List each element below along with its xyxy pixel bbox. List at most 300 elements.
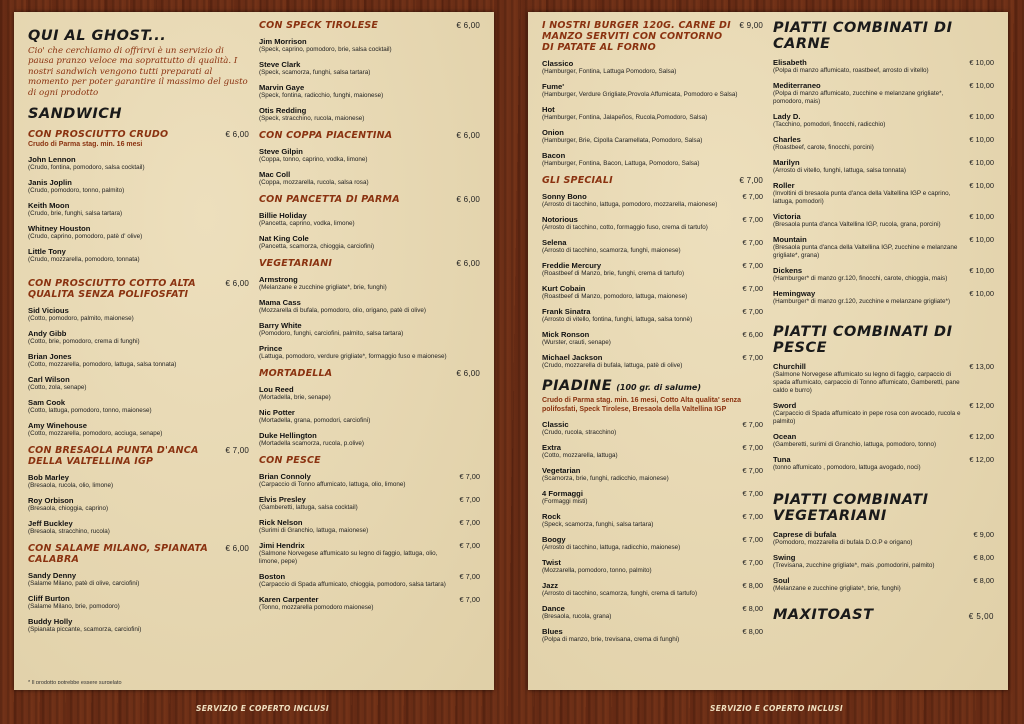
menu-item xyxy=(542,558,763,575)
section-heading xyxy=(28,106,249,122)
left-column-1 xyxy=(28,20,249,684)
category-heading xyxy=(28,129,249,140)
menu-item-text xyxy=(28,247,140,264)
menu-item-text xyxy=(28,201,122,218)
category-price: € 6,00 xyxy=(456,369,480,378)
menu-item-ingredients: (Trevisana, zucchine grigliate*, mais ,pomodorini, palmito) xyxy=(773,562,935,569)
menu-item-ingredients: (Spianata piccante, scamorza, carciofini) xyxy=(28,626,142,634)
menu-item xyxy=(259,234,480,251)
menu-item xyxy=(259,495,480,512)
menu-item-name: Sonny Bono xyxy=(542,192,587,201)
menu-item-name: Nat King Cole xyxy=(259,234,309,243)
menu-item-price: € 12,00 xyxy=(969,401,994,410)
category-heading xyxy=(259,258,480,269)
menu-item xyxy=(28,617,249,634)
menu-item-text xyxy=(542,558,652,575)
menu-item-name: Mountain xyxy=(773,235,807,244)
menu-item xyxy=(259,385,480,402)
menu-item-text xyxy=(773,112,885,129)
menu-item-text xyxy=(259,518,368,535)
menu-item-name: Karen Carpenter xyxy=(259,595,319,604)
menu-item-ingredients: (Crudo, fontina, pomodoro, salsa cocktail) xyxy=(28,164,145,172)
menu-item-price: € 7,00 xyxy=(742,420,763,429)
menu-item xyxy=(542,604,763,621)
menu-item-text xyxy=(259,275,387,292)
menu-item-name: Bob Marley xyxy=(28,473,69,483)
menu-item-price: € 13,00 xyxy=(969,362,994,371)
menu-item xyxy=(773,576,994,593)
menu-item-text xyxy=(28,224,142,241)
menu-item-name: Billie Holiday xyxy=(259,211,307,220)
menu-item-name: Andy Gibb xyxy=(28,329,67,339)
menu-item-text xyxy=(773,81,965,106)
menu-item-text xyxy=(773,432,936,449)
menu-item xyxy=(259,472,480,489)
menu-item-ingredients: (Pomodoro, mozzarella di bufala D.O.P e origano) xyxy=(773,539,913,546)
menu-item-price: € 7,00 xyxy=(459,595,480,604)
menu-item-text xyxy=(542,330,611,347)
menu-item xyxy=(542,284,763,301)
category-title: CON SALAME MILANO, SPIANATA CALABRA xyxy=(28,543,208,566)
menu-item-name: Lou Reed xyxy=(259,385,294,394)
menu-item-name: Bacon xyxy=(542,151,566,160)
menu-item-name: John Lennon xyxy=(28,155,76,165)
menu-item xyxy=(542,466,763,483)
menu-item-price: € 10,00 xyxy=(969,289,994,298)
menu-item-ingredients: (Scamorza, brie, funghi, radicchio, maionese) xyxy=(542,475,669,482)
category-price: € 7,00 xyxy=(739,176,763,185)
menu-item-name: Notorious xyxy=(542,215,578,224)
menu-item-name: Mac Coll xyxy=(259,170,291,179)
section-note: Crudo di Parma stag. min. 16 mesi xyxy=(28,141,143,149)
menu-item-name: Swing xyxy=(773,553,796,562)
menu-item-ingredients: (Arrosto di vitello, fontina, funghi, lattuga, salsa tonnè) xyxy=(542,316,693,323)
menu-item-text xyxy=(542,535,680,552)
menu-item-ingredients: (Bresaola punta d'anca Valtellina IGP, rucola, grana, porcini) xyxy=(773,221,941,228)
menu-item-name: Hot xyxy=(542,105,555,114)
menu-item xyxy=(773,530,994,547)
menu-item-ingredients: (Mortadella scamorza, rucola, p.olive) xyxy=(259,440,364,447)
menu-item-ingredients: (Tonno, mozzarella pomodoro maionese) xyxy=(259,604,374,611)
menu-item-ingredients: (Roastbeef di Manzo, pomodoro, lattuga, maionese) xyxy=(542,293,688,300)
category-price: € 6,00 xyxy=(456,131,480,140)
footnote: * Il prodotto potrebbe essere surgelato xyxy=(28,680,122,684)
menu-item xyxy=(28,201,249,218)
menu-item-name: Classico xyxy=(542,59,574,68)
menu-item xyxy=(542,261,763,278)
section-heading-text: PIADINE xyxy=(542,378,613,394)
menu-item xyxy=(259,211,480,228)
menu-item-text xyxy=(542,105,707,122)
menu-item-ingredients: (Pancetta, scamorza, chioggia, carciofini) xyxy=(259,243,375,250)
menu-item-text xyxy=(542,466,669,483)
menu-item-price: € 7,00 xyxy=(742,535,763,544)
menu-item-text xyxy=(542,420,616,437)
menu-item-ingredients: (Coppa, mozzarella, rucola, salsa rosa) xyxy=(259,179,369,186)
category-title: GLI SPECIALI xyxy=(542,175,613,186)
menu-item xyxy=(28,594,249,611)
menu-item-ingredients: (Polpa di manzo, brie, trevisana, crema di funghi) xyxy=(542,636,680,643)
menu-item-text xyxy=(773,181,965,206)
menu-item-price: € 7,00 xyxy=(459,572,480,581)
menu-item-ingredients: (Polpa di manzo affumicato, roastbeef, arrosto di vitello) xyxy=(773,67,929,74)
menu-item-name: Elisabeth xyxy=(773,58,807,67)
menu-item-name: Fume' xyxy=(542,82,565,91)
menu-item-ingredients: (Crudo, pomodoro, tonno, palmito) xyxy=(28,187,125,195)
menu-item xyxy=(259,60,480,77)
menu-item-price: € 10,00 xyxy=(969,212,994,221)
menu-item-text xyxy=(542,284,687,301)
menu-item xyxy=(28,375,249,392)
menu-item xyxy=(259,541,480,566)
category-price: € 6,00 xyxy=(456,21,480,30)
menu-item-text xyxy=(259,321,403,338)
menu-item-text xyxy=(259,60,370,77)
section-heading-text: QUI AL GHOST... xyxy=(28,28,167,44)
menu-item-ingredients: (Hamburger* di manzo gr.120, zucchine e melanzane grigliate*) xyxy=(773,298,951,305)
menu-item-price: € 10,00 xyxy=(969,266,994,275)
menu-item-text xyxy=(773,235,965,260)
menu-item-price: € 12,00 xyxy=(969,432,994,441)
menu-item-price: € 7,00 xyxy=(742,215,763,224)
menu-item xyxy=(259,298,480,315)
menu-item-text xyxy=(542,604,611,621)
menu-item xyxy=(259,408,480,425)
section-heading-text: MAXITOAST xyxy=(773,607,874,623)
menu-item-name: Otis Redding xyxy=(259,106,307,115)
menu-item-price: € 7,00 xyxy=(742,307,763,316)
menu-item-ingredients: (Carpaccio di Spada affumicato, chioggia, pomodoro, salsa tartara) xyxy=(259,581,446,588)
menu-item-name: Janis Joplin xyxy=(28,178,72,188)
menu-item xyxy=(259,170,480,187)
menu-item-ingredients: (Hamburger, Fontina, Bacon, Lattuga, Pomodoro, Salsa) xyxy=(542,160,700,167)
menu-item-text xyxy=(259,170,369,187)
menu-item-name: Nic Potter xyxy=(259,408,295,417)
menu-item-name: Jimi Hendrix xyxy=(259,541,305,550)
menu-item xyxy=(773,455,994,472)
menu-item-price: € 10,00 xyxy=(969,81,994,90)
menu-item-text xyxy=(542,192,717,209)
menu-item-name: Cliff Burton xyxy=(28,594,70,604)
menu-item xyxy=(28,155,249,172)
menu-item-ingredients: (Surimi di Granchio, lattuga, maionese) xyxy=(259,527,369,534)
menu-item-text xyxy=(28,594,120,611)
category-heading xyxy=(542,175,763,186)
menu-item xyxy=(773,362,994,395)
menu-item-name: Soul xyxy=(773,576,790,585)
menu-item xyxy=(28,519,249,536)
section-heading xyxy=(773,20,994,52)
menu-item-price: € 10,00 xyxy=(969,135,994,144)
menu-item-price: € 8,00 xyxy=(742,604,763,613)
menu-item-ingredients: (Arrosto di tacchino, cotto, formaggio fuso, crema di tartufo) xyxy=(542,224,708,231)
menu-item-ingredients: (Roastbeef di Manzo, brie, funghi, crema di tartufo) xyxy=(542,270,685,277)
menu-item xyxy=(773,181,994,206)
category-title: MORTADELLA xyxy=(259,368,333,379)
menu-item-text xyxy=(773,530,913,547)
menu-item-name: Sandy Denny xyxy=(28,571,77,581)
left-column-2 xyxy=(259,20,480,684)
menu-item-name: Onion xyxy=(542,128,564,137)
section-heading-text: PIATTI COMBINATI DI PESCE xyxy=(773,324,953,356)
menu-item-name: Frank Sinatra xyxy=(542,307,591,316)
menu-item-name: Brian Connoly xyxy=(259,472,311,481)
menu-item-text xyxy=(773,455,921,472)
menu-item xyxy=(542,82,763,99)
category-title: CON PESCE xyxy=(259,455,321,466)
menu-item-ingredients: (Bresaola, rucola, grana) xyxy=(542,613,612,620)
menu-item xyxy=(773,158,994,175)
menu-item-ingredients: (Arrosto di tacchino, scamorza, funghi, maionese) xyxy=(542,247,681,254)
menu-item xyxy=(542,489,763,506)
menu-item-ingredients: (Hamburger, Fontina, Jalapeños, Rucola,Pomodoro, Salsa) xyxy=(542,114,708,121)
menu-item xyxy=(28,306,249,323)
category-heading xyxy=(28,543,249,565)
menu-item-price: € 7,00 xyxy=(742,192,763,201)
menu-item-name: Rock xyxy=(542,512,561,521)
menu-item-name: Jazz xyxy=(542,581,559,590)
menu-item xyxy=(542,105,763,122)
menu-item-price: € 10,00 xyxy=(969,158,994,167)
menu-item xyxy=(28,398,249,415)
menu-item-ingredients: (Tacchino, pomodori, finocchi, radicchio) xyxy=(773,121,886,128)
menu-item-name: Extra xyxy=(542,443,561,452)
menu-item-text xyxy=(259,541,455,566)
menu-item-text xyxy=(28,496,108,513)
menu-item-ingredients: (Melanzane e zucchine grigliate*, brie, funghi) xyxy=(259,284,387,291)
menu-item xyxy=(542,627,763,644)
menu-item-text xyxy=(28,421,162,438)
menu-item xyxy=(773,58,994,75)
menu-item-ingredients: (Salmone Norvegese affumicato su legno di faggio, carpaccio di spada affumicato, carpaccio di Tonno affumicato, Gamberetti, pane caldo e burro) xyxy=(773,371,960,394)
menu-item-text xyxy=(542,151,700,168)
menu-item-name: Churchill xyxy=(773,362,806,371)
menu-item xyxy=(28,247,249,264)
menu-item-text xyxy=(28,398,152,415)
menu-item-name: Sam Cook xyxy=(28,398,66,408)
right-column-1 xyxy=(542,20,763,684)
menu-item-ingredients: (Cotto, brie, pomodoro, crema di funghi) xyxy=(28,338,140,346)
menu-item-price: € 7,00 xyxy=(742,466,763,475)
menu-item-text xyxy=(28,329,140,346)
menu-item-ingredients: (Cotto, mozzarella, pomodoro, acciuga, senape) xyxy=(28,430,163,438)
menu-item-text xyxy=(28,617,141,634)
category-price: € 9,00 xyxy=(739,21,763,30)
menu-item-ingredients: (Gamberetti, surimi di Granchio, lattuga, pomodoro, tonno) xyxy=(773,441,937,448)
menu-item-name: Prince xyxy=(259,344,283,353)
menu-item-price: € 8,00 xyxy=(742,581,763,590)
menu-page-right xyxy=(528,12,1008,690)
menu-item-text xyxy=(773,401,965,426)
menu-item-ingredients: (Arrosto di vitello, funghi, lattuga, salsa tonnata) xyxy=(773,167,907,174)
menu-item-ingredients: (Carpaccio di Spada affumicato in pepe rosa con avocado, rucola e palmito) xyxy=(773,410,961,425)
menu-item-text xyxy=(28,178,124,195)
menu-item-name: Sid Vicious xyxy=(28,306,69,316)
menu-item-price: € 12,00 xyxy=(969,455,994,464)
menu-item-name: Hemingway xyxy=(773,289,816,298)
menu-item-text xyxy=(542,581,697,598)
menu-item xyxy=(542,215,763,232)
menu-item-price: € 10,00 xyxy=(969,235,994,244)
category-heading xyxy=(28,278,249,300)
section-heading-text: SANDWICH xyxy=(28,106,123,123)
menu-item-text xyxy=(542,489,587,506)
menu-item-ingredients: (Roastbeef, carote, finocchi, porcini) xyxy=(773,144,874,151)
menu-item xyxy=(542,151,763,168)
menu-item-name: Keith Moon xyxy=(28,201,70,211)
section-note: Crudo di Parma stag. min. 16 mesi, Cotto Alta qualita' senza polifosfati, Speck Tirolese, Bresaola della Valtellina IGP xyxy=(542,397,742,413)
menu-item-text xyxy=(773,135,874,152)
menu-item-ingredients: (Salame Milano, patè di olive, carciofini) xyxy=(28,580,140,588)
menu-item-name: Victoria xyxy=(773,212,801,221)
menu-item-ingredients: (Gamberetti, lattuga, salsa cocktail) xyxy=(259,504,358,511)
menu-item xyxy=(773,112,994,129)
menu-item xyxy=(259,147,480,164)
menu-item-text xyxy=(542,353,682,370)
category-title: CON PROSCIUTTO COTTO ALTA QUALITA SENZA POLIFOSFATI xyxy=(28,278,196,301)
menu-item-ingredients: (Lattuga, pomodoro, verdure grigliate*, formaggio fuso e maionese) xyxy=(259,353,447,360)
menu-item-text xyxy=(28,306,134,323)
menu-item xyxy=(773,401,994,426)
menu-item-text xyxy=(773,553,934,570)
menu-item-name: Brian Jones xyxy=(28,352,72,362)
menu-item xyxy=(542,59,763,76)
category-price: € 6,00 xyxy=(225,544,249,554)
menu-item-price: € 7,00 xyxy=(459,472,480,481)
menu-item-price: € 7,00 xyxy=(742,443,763,452)
menu-item-price: € 9,00 xyxy=(973,530,994,539)
section-heading xyxy=(773,607,994,625)
menu-item-text xyxy=(542,59,676,76)
category-heading xyxy=(542,20,763,53)
menu-item xyxy=(259,518,480,535)
menu-item-ingredients: (Mozzarella di bufala, pomodoro, olio, origano, patè di olive) xyxy=(259,307,426,314)
menu-item-name: Duke Hellington xyxy=(259,431,317,440)
menu-item-text xyxy=(259,495,358,512)
menu-item-text xyxy=(542,238,681,255)
menu-item-name: Roller xyxy=(773,181,795,190)
right-column-2 xyxy=(773,20,994,684)
menu-item-text xyxy=(259,344,447,361)
menu-item-name: Blues xyxy=(542,627,563,636)
menu-item-text xyxy=(28,571,139,588)
menu-item-name: Rick Nelson xyxy=(259,518,303,527)
menu-item xyxy=(28,421,249,438)
menu-item-text xyxy=(773,576,901,593)
menu-item xyxy=(773,432,994,449)
menu-item-text xyxy=(259,431,364,448)
menu-item xyxy=(773,135,994,152)
menu-page-left xyxy=(14,12,494,690)
menu-item-text xyxy=(259,408,370,425)
section-heading xyxy=(773,324,994,356)
menu-item-name: Buddy Holly xyxy=(28,617,73,627)
menu-item-text xyxy=(773,158,906,175)
menu-item-ingredients: (Speck, scamorza, funghi, salsa tartara) xyxy=(542,521,654,528)
menu-item-ingredients: (Bresaola, rucola, olio, limone) xyxy=(28,482,114,490)
menu-item-name: Kurt Cobain xyxy=(542,284,586,293)
menu-item-price: € 8,00 xyxy=(973,576,994,585)
category-title: VEGETARIANI xyxy=(259,258,333,269)
menu-item xyxy=(542,443,763,460)
menu-item-price: € 7,00 xyxy=(742,238,763,247)
menu-item-name: Marvin Gaye xyxy=(259,83,305,92)
menu-item-ingredients: (Cotto, pomodoro, palmito, maionese) xyxy=(28,315,134,323)
category-title: CON COPPA PIACENTINA xyxy=(259,130,393,141)
menu-item-name: Whitney Houston xyxy=(28,224,91,234)
section-heading xyxy=(773,492,994,524)
menu-item-ingredients: (Bresaola, stracchino, rucola) xyxy=(28,528,110,536)
menu-item-text xyxy=(259,234,374,251)
menu-item xyxy=(28,473,249,490)
menu-item-name: Charles xyxy=(773,135,801,144)
category-price: € 6,00 xyxy=(456,195,480,204)
menu-item-name: Jeff Buckley xyxy=(28,519,73,529)
section-heading-text: PIATTI COMBINATI DI CARNE xyxy=(773,20,953,52)
category-heading xyxy=(259,130,480,141)
menu-item-ingredients: (Cotto, lattuga, pomodoro, tonno, maionese) xyxy=(28,407,152,415)
menu-item-ingredients: (Hamburger* di manzo gr.120, finocchi, carote, chioggia, mais) xyxy=(773,275,948,282)
category-title: I NOSTRI BURGER 120G. CARNE DI MANZO SERVITI CON CONTORNO DI PATATE AL FORNO xyxy=(542,20,731,53)
menu-item-price: € 7,00 xyxy=(742,284,763,293)
menu-item-text xyxy=(259,595,373,612)
menu-item-name: Caprese di bufala xyxy=(773,530,837,539)
menu-item xyxy=(259,275,480,292)
menu-item-ingredients: (Hamburger, Verdure Grigliate,Provola Affumicata, Pomodoro e Salsa) xyxy=(542,91,738,98)
category-heading xyxy=(259,20,480,31)
menu-item-price: € 10,00 xyxy=(969,181,994,190)
menu-item xyxy=(542,512,763,529)
menu-item-ingredients: (Carpaccio di Tonno affumicato, lattuga, olio, limone) xyxy=(259,481,406,488)
menu-item-text xyxy=(28,375,86,392)
category-price: € 6,00 xyxy=(225,279,249,289)
menu-item xyxy=(773,235,994,260)
menu-item-ingredients: (Formaggi misti) xyxy=(542,498,588,505)
menu-item xyxy=(259,572,480,589)
menu-item-ingredients: (Arrosto di tacchino, lattuga, pomodoro, mozzarella, maionese) xyxy=(542,201,718,208)
section-price: € 5,00 xyxy=(968,612,994,621)
menu-item-price: € 8,00 xyxy=(742,627,763,636)
menu-item xyxy=(542,330,763,347)
intro-text: Cio' che cerchiamo di offrirvi è un servizio di pausa pranzo veloce ma soprattutto di qualità. I nostri sandwich vengono tutti preparati al momento per poter garantire il massimo del gusto di ogni prodotto xyxy=(28,46,248,98)
menu-item-name: Jim Morrison xyxy=(259,37,307,46)
menu-item-price: € 7,00 xyxy=(459,541,480,550)
menu-item xyxy=(773,266,994,283)
menu-item-name: Ocean xyxy=(773,432,797,441)
menu-item-ingredients: (Crudo, rucola, stracchino) xyxy=(542,429,617,436)
menu-item xyxy=(773,81,994,106)
menu-item-ingredients: (Arrosto di tacchino, lattuga, radicchio, maionese) xyxy=(542,544,681,551)
menu-item xyxy=(259,83,480,100)
menu-item-price: € 7,00 xyxy=(742,261,763,270)
menu-item-price: € 10,00 xyxy=(969,112,994,121)
menu-item-ingredients: (Salame Milano, brie, pomodoro) xyxy=(28,603,120,611)
menu-item-text xyxy=(259,83,383,100)
menu-item-name: Lady D. xyxy=(773,112,801,121)
category-heading xyxy=(28,445,249,467)
menu-item-name: Vegetarian xyxy=(542,466,581,475)
menu-item-name: Little Tony xyxy=(28,247,66,257)
menu-item-text xyxy=(28,473,113,490)
menu-item xyxy=(542,535,763,552)
menu-item-name: Tuna xyxy=(773,455,791,464)
menu-item xyxy=(542,581,763,598)
menu-item-name: Michael Jackson xyxy=(542,353,603,362)
menu-item-name: Twist xyxy=(542,558,561,567)
menu-item-ingredients: (Hamburger, Fontina, Lattuga Pomodoro, Salsa) xyxy=(542,68,677,75)
menu-item-name: Mama Cass xyxy=(259,298,301,307)
menu-item xyxy=(542,353,763,370)
